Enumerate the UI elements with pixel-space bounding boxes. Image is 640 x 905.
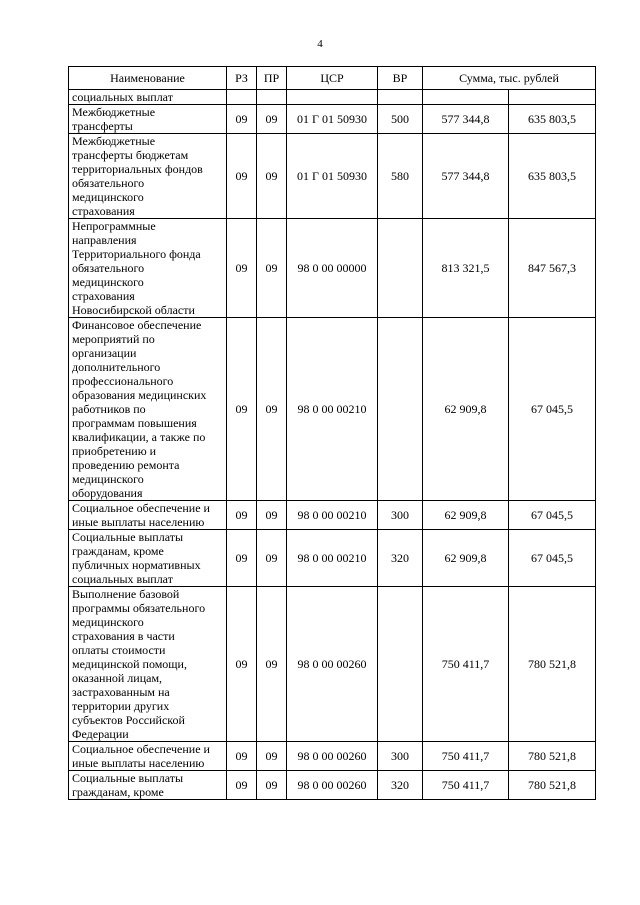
cell-vr [378, 587, 423, 742]
cell-pr: 09 [257, 742, 287, 771]
cell-csr: 98 0 00 00260 [287, 587, 378, 742]
cell-name: Выполнение базовой программы обязательного медицинского страхования в части оплаты стоимости медицинской помощи, оказанной лицам, застрахованным на территории других субъектов Российской Федерации [69, 587, 227, 742]
cell-pr: 09 [257, 134, 287, 219]
cell-s2: 780 521,8 [509, 771, 596, 800]
table-row [69, 105, 596, 134]
cell-rz [227, 90, 257, 105]
cell-vr: 320 [378, 771, 423, 800]
cell-name: Межбюджетные трансферты [69, 105, 227, 134]
cell-pr: 09 [257, 530, 287, 587]
cell-rz: 09 [227, 318, 257, 501]
cell-s1: 750 411,7 [423, 742, 509, 771]
cell-s1: 750 411,7 [423, 587, 509, 742]
cell-pr: 09 [257, 219, 287, 318]
cell-s2: 847 567,3 [509, 219, 596, 318]
cell-rz: 09 [227, 742, 257, 771]
cell-csr: 98 0 00 00260 [287, 771, 378, 800]
cell-csr: 98 0 00 00210 [287, 501, 378, 530]
cell-pr: 09 [257, 501, 287, 530]
cell-vr [378, 318, 423, 501]
table-header-row [69, 67, 596, 90]
header-sum: Сумма, тыс. рублей [423, 67, 596, 90]
cell-csr [287, 90, 378, 105]
budget-table [68, 66, 596, 800]
cell-rz: 09 [227, 134, 257, 219]
cell-vr [378, 219, 423, 318]
cell-pr [257, 90, 287, 105]
cell-csr: 98 0 00 00000 [287, 219, 378, 318]
cell-name: Межбюджетные трансферты бюджетам территориальных фондов обязательного медицинского страхования [69, 134, 227, 219]
table-row [69, 771, 596, 800]
cell-rz: 09 [227, 219, 257, 318]
cell-s1: 577 344,8 [423, 105, 509, 134]
cell-vr: 300 [378, 501, 423, 530]
cell-vr: 580 [378, 134, 423, 219]
cell-csr: 98 0 00 00260 [287, 742, 378, 771]
table-row [69, 318, 596, 501]
cell-pr: 09 [257, 105, 287, 134]
cell-s2: 67 045,5 [509, 318, 596, 501]
cell-s1: 750 411,7 [423, 771, 509, 800]
cell-s2: 67 045,5 [509, 501, 596, 530]
header-csr: ЦСР [287, 67, 378, 90]
table-row [69, 530, 596, 587]
table-row [69, 219, 596, 318]
cell-pr: 09 [257, 771, 287, 800]
cell-rz: 09 [227, 105, 257, 134]
cell-pr: 09 [257, 318, 287, 501]
cell-vr: 320 [378, 530, 423, 587]
cell-s2 [509, 90, 596, 105]
cell-name: Финансовое обеспечение мероприятий по организации дополнительного профессионального образования медицинских работников по программам повышения квалификации, а также по приобретению и проведению ремонта медицинского оборудования [69, 318, 227, 501]
cell-s1: 62 909,8 [423, 530, 509, 587]
header-vr: ВР [378, 67, 423, 90]
cell-vr: 500 [378, 105, 423, 134]
cell-name: Социальные выплаты гражданам, кроме публичных нормативных социальных выплат [69, 530, 227, 587]
cell-csr: 01 Г 01 50930 [287, 105, 378, 134]
cell-s1: 62 909,8 [423, 501, 509, 530]
cell-rz: 09 [227, 501, 257, 530]
table-row [69, 90, 596, 105]
cell-s1: 813 321,5 [423, 219, 509, 318]
table-row [69, 742, 596, 771]
cell-s2: 635 803,5 [509, 134, 596, 219]
cell-rz: 09 [227, 587, 257, 742]
cell-rz: 09 [227, 530, 257, 587]
cell-name: Социальное обеспечение и иные выплаты населению [69, 501, 227, 530]
cell-s1: 577 344,8 [423, 134, 509, 219]
header-rz: РЗ [227, 67, 257, 90]
cell-rz: 09 [227, 771, 257, 800]
cell-vr [378, 90, 423, 105]
cell-s2: 67 045,5 [509, 530, 596, 587]
cell-csr: 01 Г 01 50930 [287, 134, 378, 219]
cell-name: Непрограммные направления Территориального фонда обязательного медицинского страхования Новосибирской области [69, 219, 227, 318]
table-row [69, 134, 596, 219]
cell-s2: 780 521,8 [509, 587, 596, 742]
cell-s2: 635 803,5 [509, 105, 596, 134]
cell-s1 [423, 90, 509, 105]
cell-csr: 98 0 00 00210 [287, 318, 378, 501]
cell-name: социальных выплат [69, 90, 227, 105]
cell-name: Социальные выплаты гражданам, кроме [69, 771, 227, 800]
cell-s1: 62 909,8 [423, 318, 509, 501]
table-row [69, 501, 596, 530]
cell-csr: 98 0 00 00210 [287, 530, 378, 587]
header-pr: ПР [257, 67, 287, 90]
cell-vr: 300 [378, 742, 423, 771]
page-number: 4 [317, 38, 323, 50]
cell-s2: 780 521,8 [509, 742, 596, 771]
table-row [69, 587, 596, 742]
cell-name: Социальное обеспечение и иные выплаты населению [69, 742, 227, 771]
cell-pr: 09 [257, 587, 287, 742]
header-name: Наименование [69, 67, 227, 90]
